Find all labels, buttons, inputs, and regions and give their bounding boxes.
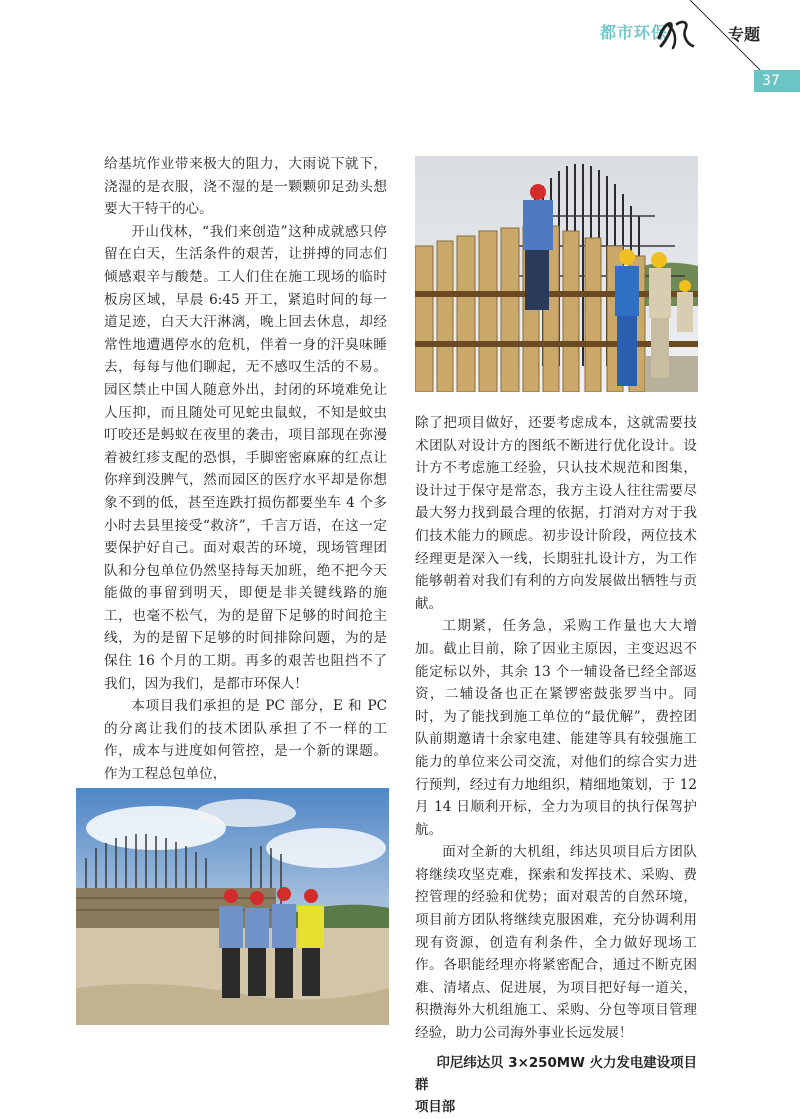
magazine-title: 都市环保: [600, 23, 669, 42]
paragraph: 开山伐林，“我们来创造”这种成就感只停留在白天，生活条件的艰苦，让拼搏的同志们倾感艰辛与酸楚。工人们住在施工现场的临时板房区域，早晨 6:45 开工，紧追时间的每一道足迹，白天大汗淋漓，晚上回去休息，却经常性地遭遇停水的危机，伴着一身的汗臭味睡去，每每与他们聊起，无不感叹生活的不易。园区禁止中国人随意外出，封闭的环境难免让人压抑，而且随处可见蛇虫鼠蚁，不知是蚊虫叮咬还是蚂蚁在夜里的袭击，项目部现在弥漫着被红疹支配的恐惧，手脚密密麻麻的红点让你痒到没脾气，然而园区的医疗水平却是你想象不到的低，甚至连跌打损伤都要坐车 4 个多小时去县里接受“救济”，千言万语，在这一定要保护好自己。面对艰苦的环境，现场管理团队和分包单位仍然坚持每天加班，绝不把今天能做的事留到明天，即便是非关键线路的施工，也毫不松气，为的是留下足够的时间抢主线，为的是留下足够的时间排除问题，为的是保住 16 个月的工期。再多的艰苦也阻挡不了我们，因为我们，是都市环保人！: [104, 223, 387, 692]
calligraphy-logo-icon: [655, 16, 695, 52]
paragraph: 本项目我们承担的是 PC 部分，E 和 PC 的分离让我们的技术团队承担了不一样的工作，成本与进度如何管控，是一个新的课题。作为工程总包单位，: [104, 698, 387, 783]
article-column-right: [415, 412, 697, 1119]
author-credit: [415, 1053, 697, 1119]
paragraph: 面对全新的大机组，纬达贝项目后方团队将继续攻坚克难，探索和发挥技术、采购、费控管理的经验和优势；面对艰苦的自然环境，项目前方团队将继续克服困难，充分协调利用现有资源，创造有利条件，全力做好现场工作。各职能经理亦将紧密配合，通过不断克困难、清堵点、促进展，为项目把好每一道关，积攒海外大机组施工、采购、分包等项目管理经验，助力公司海外事业长远发展！: [415, 844, 697, 1042]
rebar-workers-photo: [415, 156, 698, 392]
credit-line: 项目部: [415, 1099, 456, 1115]
paragraph: 给基坑作业带来极大的阻力，大雨说下就下，浇湿的是衣服，浇不湿的是一颗颗卯足劲头想要大干特干的心。: [104, 156, 387, 218]
section-label: 专题: [728, 25, 761, 44]
page-number: 37: [754, 70, 800, 92]
team-group-photo: [76, 788, 389, 1025]
credit-line: 印尼纬达贝 3×250MW 火力发电建设项目群: [415, 1055, 697, 1093]
paragraph: 工期紧，任务急，采购工作量也大大增加。截止目前，除了因业主原因，主变迟迟不能定标以外，其余 13 个一辅设备已经全部返资，二辅设备也正在紧锣密鼓张罗当中。同时，为了能找到施工单位的“最优解”，费控团队前期邀请十余家电建、能建等具有较强施工能力的单位来公司交流，对他们的综合实力进行预判，经过有力地组织，精细地策划，于 12 月 14 日顺利开标，全力为项目的执行保驾护航。: [415, 618, 697, 838]
paragraph: 除了把项目做好，还要考虑成本，这就需要技术团队对设计方的图纸不断进行优化设计。设计方不考虑施工经验，只认技术规范和图集，设计过于保守是常态，我方主设人往往需要尽最大努力找到最合理的依据，打消对方对于我们技术能力的顾虑。初步设计阶段，两位技术经理更是深入一线，长期驻扎设计方，为工作能够朝着对我们有利的方向发展做出牺牲与贡献。: [415, 415, 697, 612]
article-column-left: [104, 153, 387, 786]
